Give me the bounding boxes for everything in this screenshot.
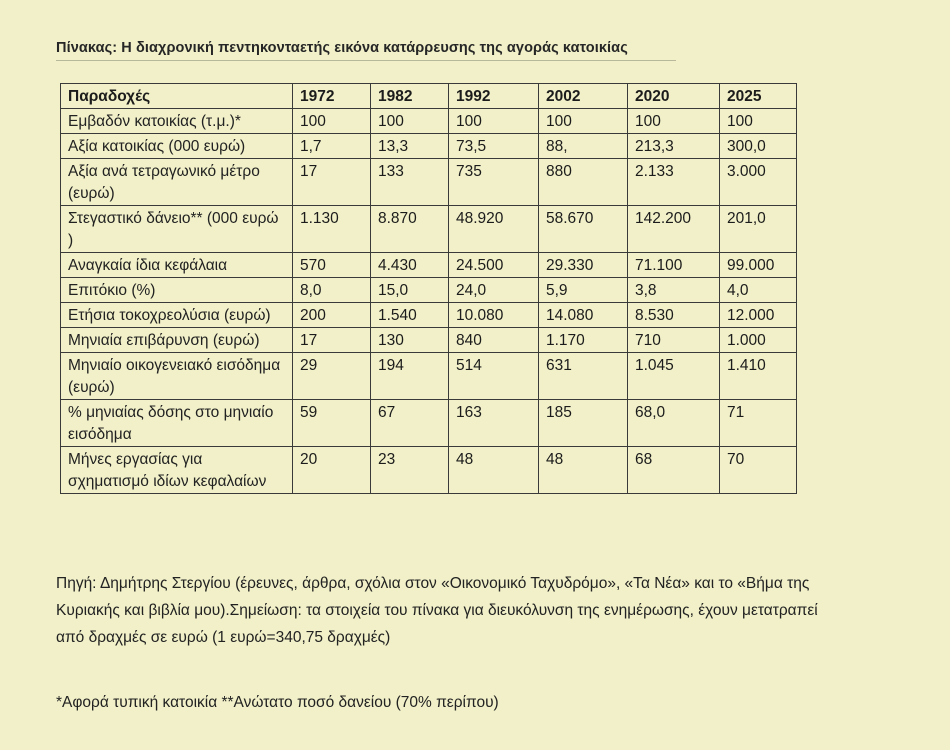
table-cell: 735 [449, 159, 539, 206]
header-cell: 1982 [371, 84, 449, 109]
table-cell: 29.330 [539, 253, 628, 278]
table-cell: 17 [293, 159, 371, 206]
table-cell: 12.000 [720, 303, 797, 328]
header-cell: 2025 [720, 84, 797, 109]
table-row [61, 278, 797, 303]
header-cell: 2002 [539, 84, 628, 109]
table-cell: 880 [539, 159, 628, 206]
table-row [61, 353, 797, 400]
table-cell: 4,0 [720, 278, 797, 303]
table-cell: 8.530 [628, 303, 720, 328]
table-cell: 3,8 [628, 278, 720, 303]
table-cell: 1.045 [628, 353, 720, 400]
table-cell: 514 [449, 353, 539, 400]
table-cell: 48.920 [449, 206, 539, 253]
row-label: Μηνιαία επιβάρυνση (ευρώ) [61, 328, 293, 353]
table-title: Πίνακας: Η διαχρονική πεντηκονταετής εικόνα κατάρρευσης της αγοράς κατοικίας [56, 40, 628, 56]
table-cell: 48 [539, 447, 628, 494]
table-row [61, 400, 797, 447]
table-cell: 71 [720, 400, 797, 447]
header-cell: Παραδοχές [61, 84, 293, 109]
table-cell: 100 [628, 109, 720, 134]
table-cell: 1.130 [293, 206, 371, 253]
table-cell: 1.540 [371, 303, 449, 328]
table-cell: 58.670 [539, 206, 628, 253]
table-cell: 1.000 [720, 328, 797, 353]
table-cell: 29 [293, 353, 371, 400]
table-cell: 710 [628, 328, 720, 353]
table-cell: 20 [293, 447, 371, 494]
table-cell: 100 [371, 109, 449, 134]
table-cell: 10.080 [449, 303, 539, 328]
table-cell: 14.080 [539, 303, 628, 328]
table-cell: 59 [293, 400, 371, 447]
row-label: Ετήσια τοκοχρεολύσια (ευρώ) [61, 303, 293, 328]
table-cell: 71.100 [628, 253, 720, 278]
table-row [61, 303, 797, 328]
table-cell: 2.133 [628, 159, 720, 206]
table-cell: 100 [539, 109, 628, 134]
row-label: Αξία κατοικίας (000 ευρώ) [61, 134, 293, 159]
row-label: % μηνιαίας δόσης στο μηνιαίο εισόδημα [61, 400, 293, 447]
row-label: Επιτόκιο (%) [61, 278, 293, 303]
table-cell: 133 [371, 159, 449, 206]
table-cell: 1,7 [293, 134, 371, 159]
table-row [61, 109, 797, 134]
table-row [61, 447, 797, 494]
table-cell: 15,0 [371, 278, 449, 303]
table-cell: 70 [720, 447, 797, 494]
table-row [61, 159, 797, 206]
table-cell: 142.200 [628, 206, 720, 253]
table-cell: 24.500 [449, 253, 539, 278]
table-cell: 8,0 [293, 278, 371, 303]
table-cell: 1.170 [539, 328, 628, 353]
table-cell: 300,0 [720, 134, 797, 159]
row-label: Εμβαδόν κατοικίας (τ.μ.)* [61, 109, 293, 134]
row-label: Αξία ανά τετραγωνικό μέτρο (ευρώ) [61, 159, 293, 206]
table-cell: 5,9 [539, 278, 628, 303]
row-label: Μήνες εργασίας για σχηματισμό ιδίων κεφαλαίων [61, 447, 293, 494]
table-cell: 100 [720, 109, 797, 134]
table-cell: 68 [628, 447, 720, 494]
table-row [61, 328, 797, 353]
table-cell: 8.870 [371, 206, 449, 253]
table-cell: 201,0 [720, 206, 797, 253]
housing-market-table [60, 83, 797, 494]
table-cell: 23 [371, 447, 449, 494]
table-cell: 4.430 [371, 253, 449, 278]
footnote: *Αφορά τυπική κατοικία **Ανώτατο ποσό δανείου (70% περίπου) [56, 694, 499, 711]
header-cell: 1972 [293, 84, 371, 109]
table-cell: 13,3 [371, 134, 449, 159]
table-cell: 194 [371, 353, 449, 400]
row-label: Αναγκαία ίδια κεφάλαια [61, 253, 293, 278]
table-cell: 130 [371, 328, 449, 353]
table-cell: 213,3 [628, 134, 720, 159]
table-cell: 48 [449, 447, 539, 494]
source-note: Πηγή: Δημήτρης Στεργίου (έρευνες, άρθρα, σχόλια στον «Οικονομικό Ταχυδρόμο», «Τα Νέα» και το «Βήμα της Κυριακής και βιβλία μου).Σημείωση: τα στοιχεία του πίνακα για διευκόλυνση της ενημέρωσης, έχουν μετατραπεί από δραχμές σε ευρώ (1 ευρώ=340,75 δραχμές) [56, 575, 818, 646]
table-cell: 100 [449, 109, 539, 134]
table-cell: 1.410 [720, 353, 797, 400]
table-header-row [61, 84, 797, 109]
title-divider [56, 60, 676, 61]
table-cell: 100 [293, 109, 371, 134]
table-cell: 163 [449, 400, 539, 447]
table-cell: 88, [539, 134, 628, 159]
header-cell: 1992 [449, 84, 539, 109]
table-cell: 99.000 [720, 253, 797, 278]
header-cell: 2020 [628, 84, 720, 109]
table-row [61, 206, 797, 253]
table-row [61, 253, 797, 278]
table-cell: 3.000 [720, 159, 797, 206]
table-cell: 73,5 [449, 134, 539, 159]
table-cell: 185 [539, 400, 628, 447]
table-cell: 840 [449, 328, 539, 353]
table-cell: 24,0 [449, 278, 539, 303]
table-cell: 17 [293, 328, 371, 353]
row-label: Στεγαστικό δάνειο** (000 ευρώ ) [61, 206, 293, 253]
table-cell: 200 [293, 303, 371, 328]
row-label: Μηνιαίο οικογενειακό εισόδημα (ευρώ) [61, 353, 293, 400]
table-cell: 570 [293, 253, 371, 278]
table-cell: 631 [539, 353, 628, 400]
table-row [61, 134, 797, 159]
table-cell: 68,0 [628, 400, 720, 447]
table-cell: 67 [371, 400, 449, 447]
